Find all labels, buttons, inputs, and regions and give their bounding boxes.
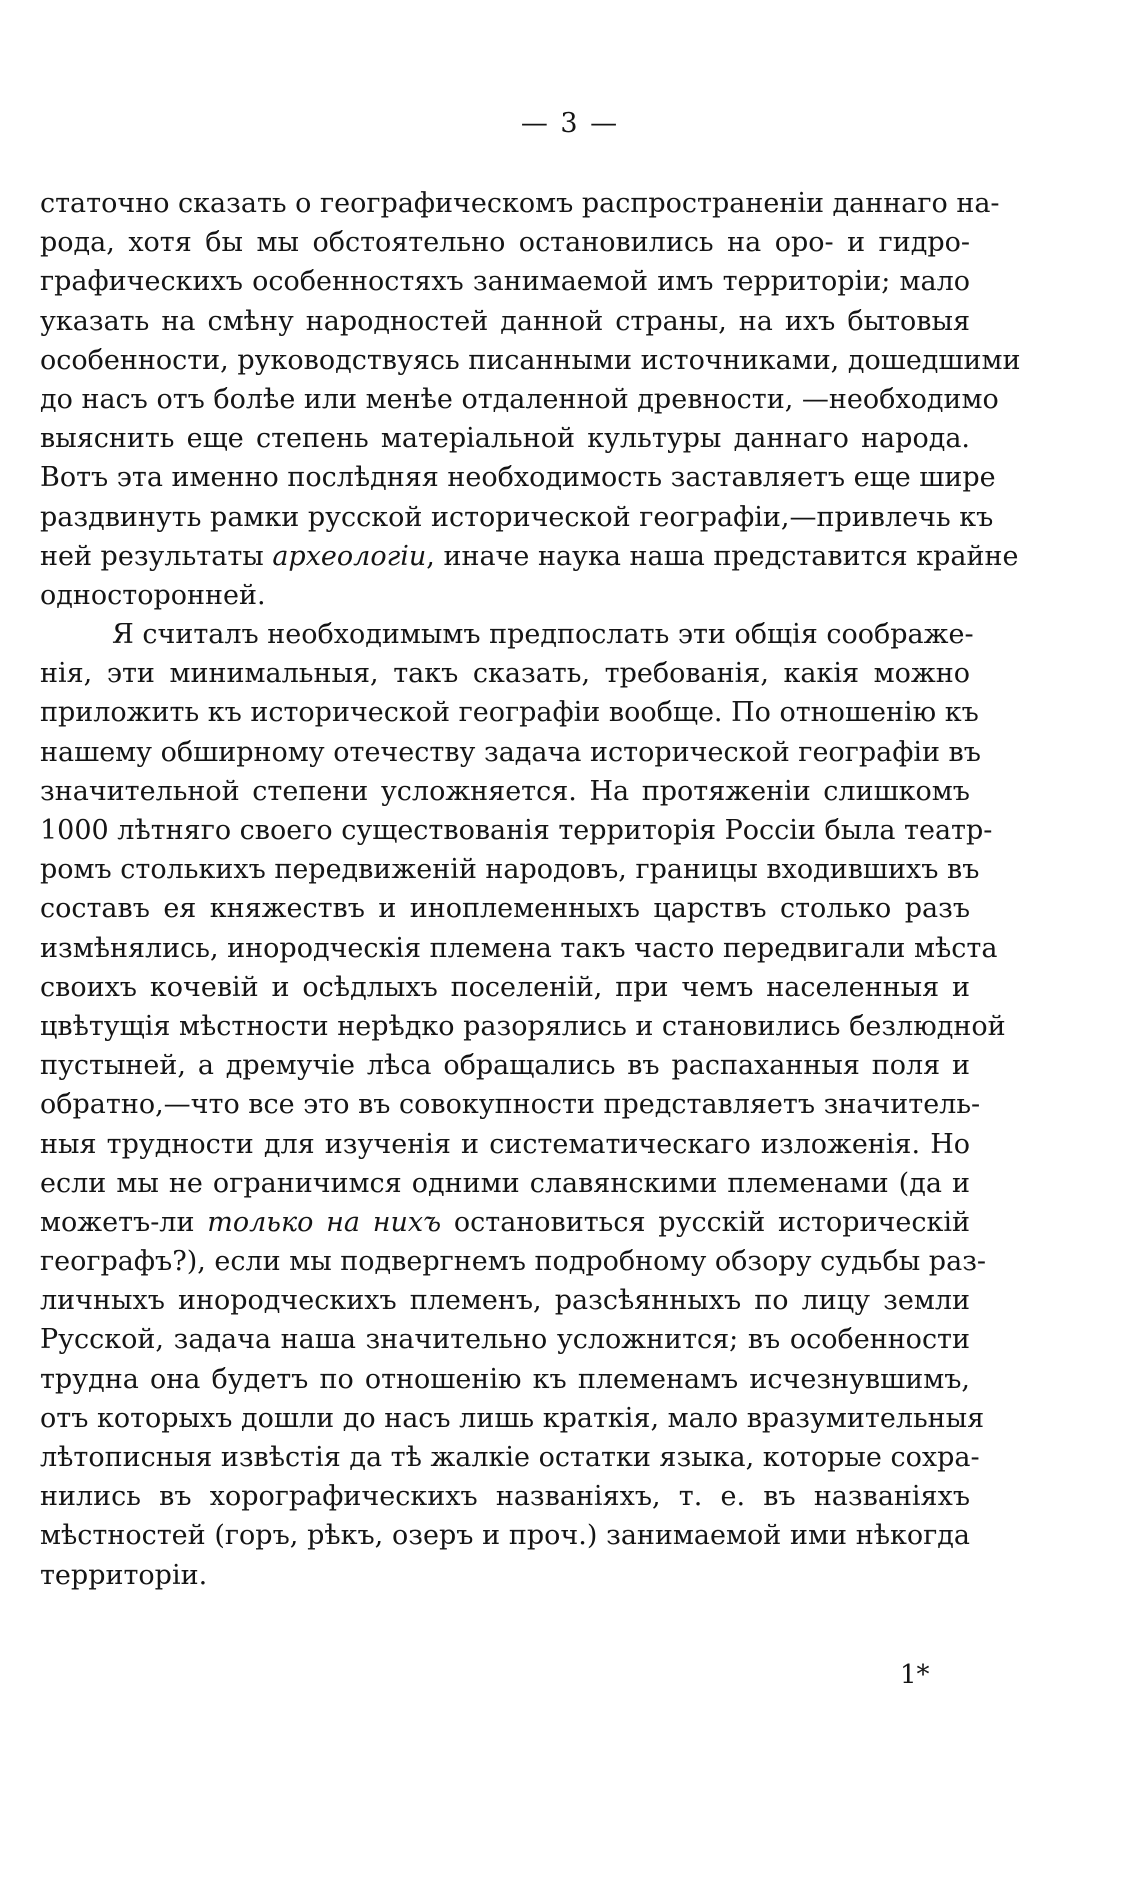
text-line	[40, 968, 970, 1007]
page-number: — 3 —	[520, 108, 620, 139]
text-line	[40, 419, 970, 458]
text-line	[40, 302, 970, 341]
text-segment: личныхъ инородческихъ племенъ, разсѣянныхъ по лицу земли	[40, 1285, 970, 1317]
text-segment: Вотъ эта именно послѣдняя необходимость заставляетъ еще шире	[40, 462, 996, 494]
text-line	[40, 929, 998, 968]
body-text	[40, 184, 1021, 1595]
text-segment: , иначе наука наша представится крайне	[426, 540, 1019, 572]
text-line	[40, 1203, 970, 1242]
text-line	[40, 654, 970, 693]
text-line	[40, 184, 1000, 223]
text-segment: отъ которыхъ дошли до насъ лишь краткiя, мало вразумительныя	[40, 1402, 985, 1434]
text-line	[40, 1556, 970, 1595]
text-line	[40, 1281, 970, 1320]
text-segment: приложить къ исторической географiи вообще. По отношенiю къ	[40, 697, 979, 729]
text-line	[40, 693, 979, 732]
text-segment: нашему обширному отечеству задача исторической географiи въ	[40, 736, 981, 768]
signature-mark: 1*	[900, 1660, 930, 1690]
text-line	[40, 498, 994, 537]
text-segment: территорiи.	[40, 1559, 208, 1591]
text-segment: своихъ кочевiй и осѣдлыхъ поселенiй, при чемъ населенныя и	[40, 971, 970, 1003]
text-line	[40, 1046, 970, 1085]
text-segment: значительной степени усложняется. На протяженiи слишкомъ	[40, 775, 970, 807]
text-line	[40, 576, 970, 615]
emphasis-text: археологiи	[272, 540, 427, 572]
paragraph	[40, 615, 1006, 1595]
text-line	[40, 772, 970, 811]
text-line	[40, 889, 970, 928]
text-segment: пустыней, а дремучiе лѣса обращались въ распаханныя поля и	[40, 1050, 970, 1082]
text-segment: нiя, эти минимальныя, такъ сказать, требованiя, какiя можно	[40, 658, 970, 690]
text-segment: 1000 лѣтняго своего существованiя территорiя Россiи была театр-	[40, 815, 993, 846]
text-line	[40, 1007, 1006, 1046]
text-segment: географъ?), если мы подвергнемъ подробному обзору судьбы раз-	[40, 1246, 987, 1278]
text-line	[40, 1320, 970, 1359]
text-line	[40, 223, 970, 262]
text-segment: лѣтописныя извѣстiя да тѣ жалкiе остатки языка, которые сохра-	[40, 1442, 980, 1473]
text-segment: Русской, задача наша значительно усложнится; въ особенности	[40, 1324, 970, 1356]
text-segment: рода, хотя бы мы обстоятельно остановились на оро- и гидро-	[40, 227, 970, 259]
text-line	[40, 811, 993, 850]
text-line	[40, 1399, 985, 1438]
text-segment: мѣстностей (горъ, рѣкъ, озеръ и проч.) занимаемой ими нѣкогда	[40, 1520, 970, 1552]
text-segment: выяснить еще степень матерiальной культуры даннаго народа.	[40, 423, 970, 455]
text-line	[40, 1360, 970, 1399]
text-segment: особенности, руководствуясь писанными источниками, дошедшими	[40, 344, 1021, 376]
text-line	[40, 1438, 980, 1477]
paragraph	[40, 184, 1021, 615]
text-line	[40, 615, 974, 654]
text-segment: раздвинуть рамки русской исторической географiи,—привлечь къ	[40, 501, 994, 533]
text-line	[40, 733, 981, 772]
text-segment: остановиться русскiй историческiй	[441, 1206, 970, 1238]
text-line	[40, 1085, 981, 1124]
text-segment: измѣнялись, инородческiя племена такъ часто передвигали мѣста	[40, 932, 998, 964]
text-segment: если мы не ограничимся одними славянскими племенами (да и	[40, 1167, 970, 1199]
text-line	[40, 1477, 970, 1516]
text-segment: трудна она будетъ по отношенiю къ племенамъ исчезнувшимъ,	[40, 1363, 970, 1395]
text-line	[40, 262, 970, 301]
text-segment: графическихъ особенностяхъ занимаемой имъ территорiи; мало	[40, 266, 970, 298]
text-segment: составъ ея княжествъ и иноплеменныхъ царствъ столько разъ	[40, 893, 970, 925]
text-line	[40, 458, 996, 497]
text-line	[40, 341, 1021, 380]
text-line	[40, 1242, 987, 1281]
text-line	[40, 1516, 970, 1555]
text-segment: указать на смѣну народностей данной страны, на ихъ бытовыя	[40, 305, 970, 337]
text-segment: ней результаты	[40, 540, 273, 572]
text-segment: цвѣтущiя мѣстности нерѣдко разорялись и становились безлюдной	[40, 1010, 1006, 1042]
text-segment: нились въ хорографическихъ названiяхъ, т. е. въ названiяхъ	[40, 1481, 970, 1513]
emphasis-text: только на нихъ	[207, 1206, 442, 1238]
text-line	[40, 1164, 970, 1203]
text-segment: можетъ-ли	[40, 1206, 208, 1238]
text-segment: ныя трудности для изученiя и систематическаго изложенiя. Но	[40, 1128, 970, 1160]
text-segment: обратно,—что все это въ совокупности представляетъ значитель-	[40, 1089, 981, 1121]
text-line	[40, 850, 980, 889]
text-line	[40, 1125, 970, 1164]
text-segment: односторонней.	[40, 579, 266, 611]
text-segment: ромъ столькихъ передвиженiй народовъ, границы входившихъ въ	[40, 854, 980, 886]
text-line	[40, 537, 1019, 576]
text-segment: статочно сказать о географическомъ распространенiи даннаго на-	[40, 188, 1000, 219]
text-line	[40, 380, 999, 419]
text-segment: Я считалъ необходимымъ предпослать эти общiя соображе-	[112, 619, 974, 651]
text-segment: до насъ отъ болѣе или менѣе отдаленной древности, —необходимо	[40, 383, 999, 415]
